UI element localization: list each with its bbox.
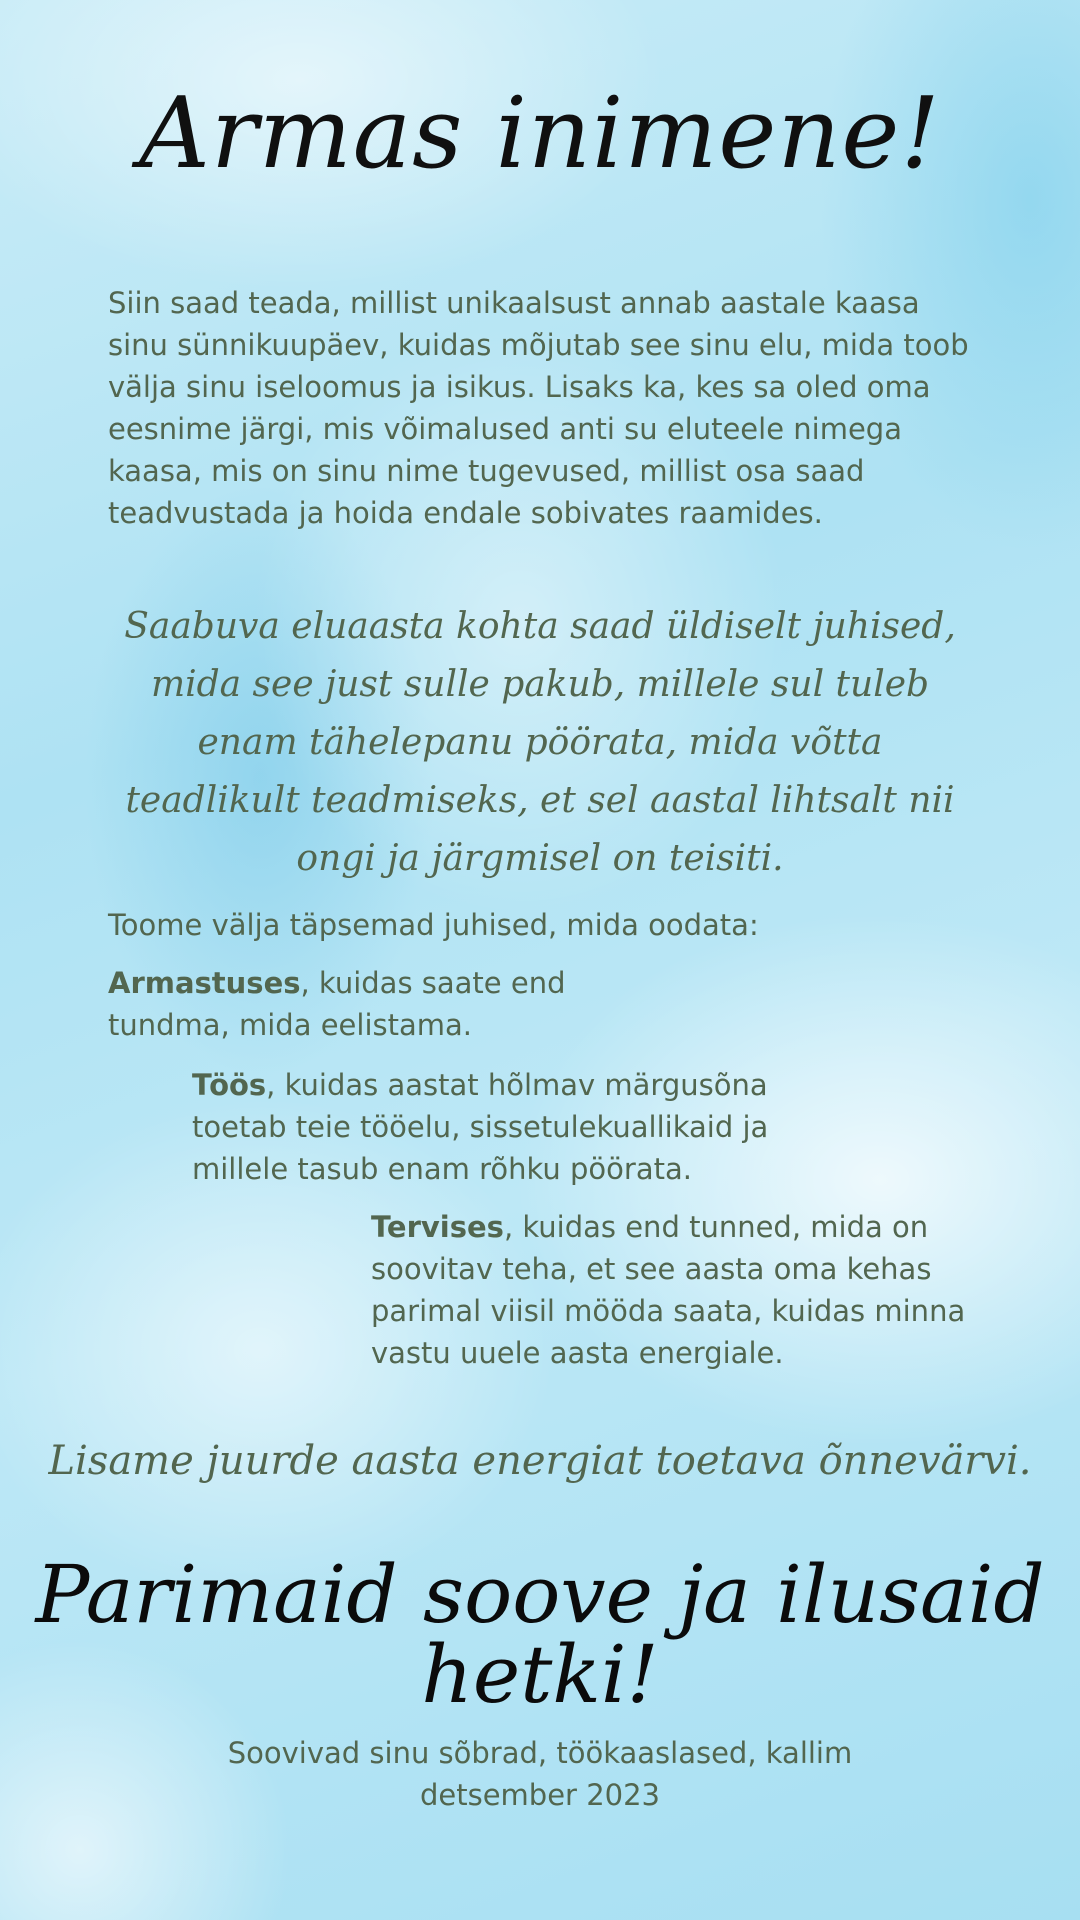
section-health-heading: Tervises [371, 1210, 504, 1244]
section-health-text: , kuidas end tunned, mida on soovitav teha, et see aasta oma kehas parimal viisil mööda saata, kuidas minna vastu uuele aasta energiale. [371, 1210, 966, 1370]
section-love-heading: Armastuses [108, 966, 301, 1000]
section-love [108, 962, 598, 1046]
page-title: Armas inimene! [139, 77, 941, 191]
details-intro: Toome välja täpsemad juhised, mida oodata: [108, 908, 759, 942]
section-love-text: , kuidas saate end tundma, mida eelistama. [108, 966, 566, 1042]
signature [0, 1732, 1080, 1816]
intro-paragraph: Siin saad teada, millist unikaalsust annab aastale kaasa sinu sünnikuupäev, kuidas mõjutab see sinu elu, mida toob välja sinu iseloomus ja isikus. Lisaks ka, kes sa oled oma eesnime järgi, mis võimalused anti su eluteele nimega kaasa, mis on sinu nime tugevused, millist osa saad teadvustada ja hoida endale sobivates raamides. [108, 286, 969, 530]
signature-line-senders: Soovivad sinu sõbrad, töökaaslased, kallim [227, 1736, 853, 1770]
section-health [371, 1206, 971, 1374]
section-work-text: , kuidas aastat hõlmav märgusõna toetab teie tööelu, sissetulekuallikaid ja millele tasub enam rõhku pöörata. [192, 1068, 769, 1186]
script-paragraph: Saabuva eluaasta kohta saad üldiselt juhised, mida see just sulle pakub, millele sul tuleb enam tähelepanu pöörata, mida võtta teadlikult teadmiseks, et sel aastal lihtsalt nii ongi ja järgmisel on teisiti. [124, 606, 956, 879]
section-work [192, 1064, 832, 1190]
closing-wish: Parimaid soove ja ilusaid hetki! [35, 1548, 1045, 1721]
section-work-heading: Töös [192, 1068, 267, 1102]
lucky-color-note: Lisame juurde aasta energiat toetava õnnevärvi. [48, 1438, 1032, 1484]
signature-line-date: detsember 2023 [419, 1778, 660, 1812]
